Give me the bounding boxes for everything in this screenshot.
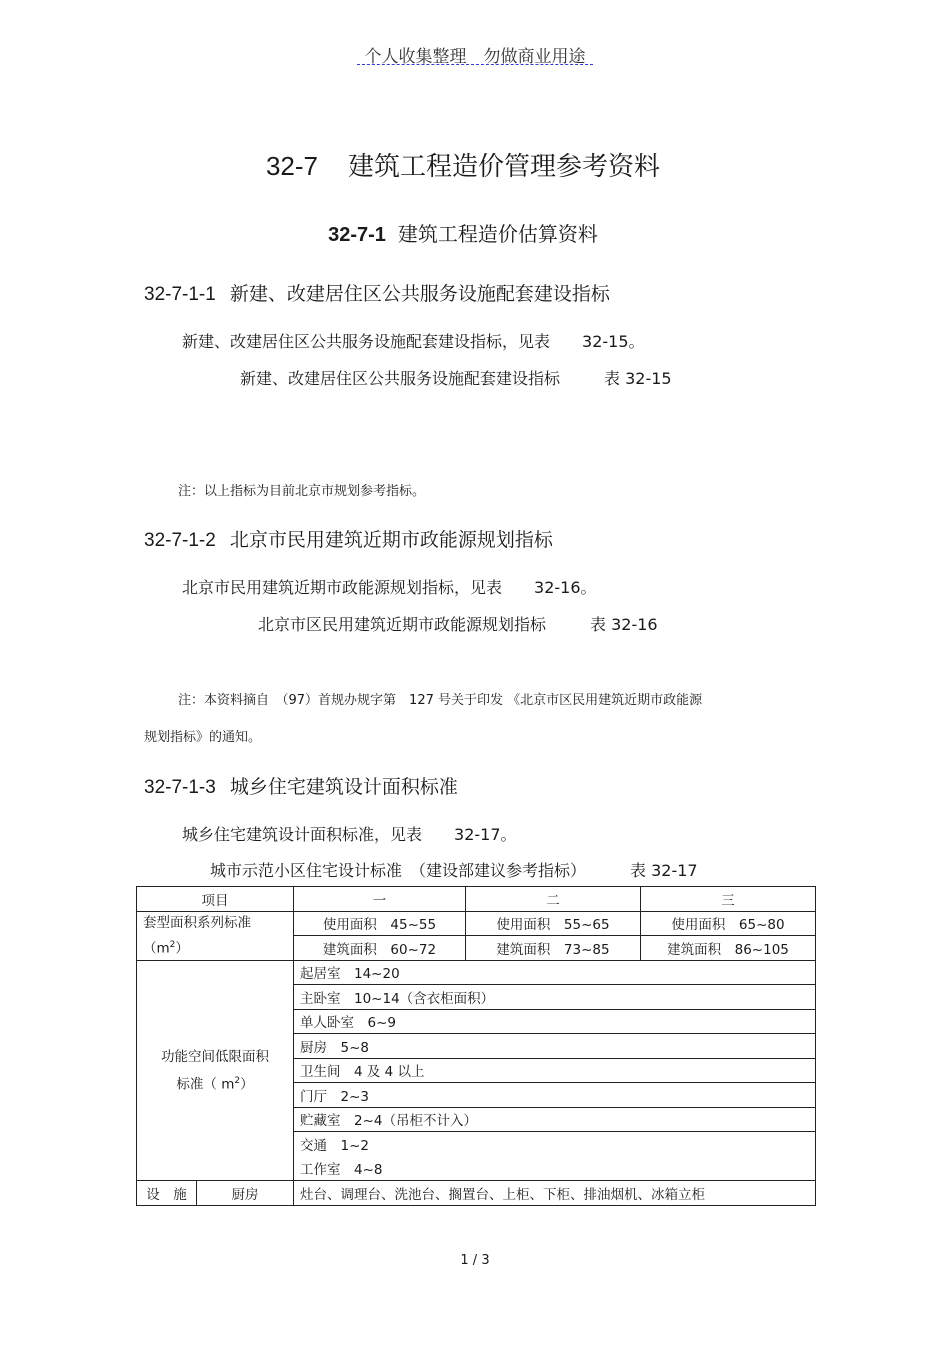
main-title [0, 146, 926, 183]
table-row [137, 1181, 816, 1206]
table-cell: 使用面积 55~65 [466, 911, 641, 936]
sub-title-text: 建筑工程造价估算资料 [397, 222, 598, 246]
housing-standard-table [136, 886, 816, 1206]
table-cell: 门厅 2~3 [294, 1083, 816, 1108]
section-number: 32-7-1-3 [144, 777, 216, 798]
function-space-label [137, 960, 294, 1181]
section-title: 北京市民用建筑近期市政能源规划指标 [229, 529, 553, 551]
func-label-unit [143, 1069, 287, 1097]
area-label-text: 套型面积系列标准 [143, 914, 251, 931]
facility-sub-label: 厨房 [197, 1181, 294, 1206]
section-paragraph [182, 822, 517, 845]
table-reference: 32-15。 [582, 332, 645, 351]
table-cell: 灶台、调理台、洗池台、搁置台、上柜、下柜、排油烟机、冰箱立柜 [294, 1181, 816, 1206]
unit-text: （m [143, 940, 170, 957]
unit-end: ） [175, 940, 189, 957]
section-paragraph [182, 575, 597, 598]
main-title-text: 建筑工程造价管理参考资料 [348, 152, 661, 182]
header-cell: 一 [294, 887, 466, 912]
unit-sup: 2 [169, 939, 176, 950]
unit-sup: 2 [234, 1075, 241, 1086]
table-cell: 建筑面积 86~105 [641, 936, 816, 961]
table-cell: 主卧室 10~14（含衣柜面积） [294, 985, 816, 1010]
header-cell: 二 [466, 887, 641, 912]
table-header-row [137, 887, 816, 912]
section-note-line1: 注：本资料摘自 （97）首规办规字第 127 号关于印发 《北京市区民用建筑近期市政能源 [178, 693, 703, 708]
caption-ref: 表 32-17 [630, 861, 698, 880]
table-cell: 工作室 4~8 [294, 1156, 816, 1181]
paragraph-text: 北京市民用建筑近期市政能源规划指标，见表 [182, 578, 503, 597]
area-label-unit [143, 934, 287, 960]
table-cell: 使用面积 65~80 [641, 911, 816, 936]
table-cell: 交通 1~2 [294, 1132, 816, 1157]
table-reference: 32-16。 [534, 578, 597, 597]
section-note-line2: 规划指标》的通知。 [144, 730, 262, 745]
table-row [137, 960, 816, 985]
header-underline [357, 64, 593, 65]
section-heading-2 [144, 525, 553, 552]
caption-text: 北京市区民用建筑近期市政能源规划指标 [258, 615, 547, 634]
page-number: 1 / 3 [460, 1253, 490, 1268]
table-caption [258, 612, 658, 635]
caption-text: 新建、改建居住区公共服务设施配套建设指标 [240, 369, 561, 388]
table-cell: 起居室 14~20 [294, 960, 816, 985]
facility-label: 设 施 [137, 1181, 197, 1206]
caption-text: 城市示范小区住宅设计标准 （建设部建议参考指标） [210, 861, 587, 880]
table-cell: 贮藏室 2~4（吊柜不计入） [294, 1107, 816, 1132]
sub-title [0, 218, 926, 247]
table-cell: 建筑面积 60~72 [294, 936, 466, 961]
section-title: 新建、改建居住区公共服务设施配套建设指标 [229, 283, 610, 305]
caption-ref: 表 32-16 [590, 615, 658, 634]
unit-end: ） [240, 1076, 254, 1092]
table-cell: 厨房 5~8 [294, 1034, 816, 1059]
caption-ref: 表 32-15 [604, 369, 672, 388]
table-cell: 使用面积 45~55 [294, 911, 466, 936]
paragraph-text: 城乡住宅建筑设计面积标准，见表 [182, 825, 423, 844]
section-number: 32-7-1-1 [144, 284, 216, 305]
sub-title-number: 32-7-1 [328, 224, 386, 246]
main-title-number: 32-7 [265, 151, 319, 181]
table-row [137, 911, 816, 936]
section-title: 城乡住宅建筑设计面积标准 [229, 776, 458, 798]
section-paragraph [182, 329, 645, 352]
page-header: 个人收集整理 勿做商业用途 [364, 47, 586, 67]
area-standard-label [137, 911, 294, 960]
paragraph-text: 新建、改建居住区公共服务设施配套建设指标，见表 [182, 332, 551, 351]
section-heading-3 [144, 772, 458, 799]
table-reference: 32-17。 [454, 825, 517, 844]
func-label-text: 功能空间低限面积 [161, 1048, 269, 1065]
table-cell: 卫生间 4 及 4 以上 [294, 1058, 816, 1083]
table-cell: 建筑面积 73~85 [466, 936, 641, 961]
header-cell: 三 [641, 887, 816, 912]
table-caption [240, 366, 672, 389]
table-cell: 单人卧室 6~9 [294, 1009, 816, 1034]
section-heading-1 [144, 279, 610, 306]
header-cell: 项目 [137, 887, 294, 912]
section-note: 注：以上指标为目前北京市规划参考指标。 [178, 484, 426, 499]
unit-text: 标准（ m [176, 1076, 235, 1092]
section-number: 32-7-1-2 [144, 530, 216, 551]
table-caption [210, 858, 698, 881]
